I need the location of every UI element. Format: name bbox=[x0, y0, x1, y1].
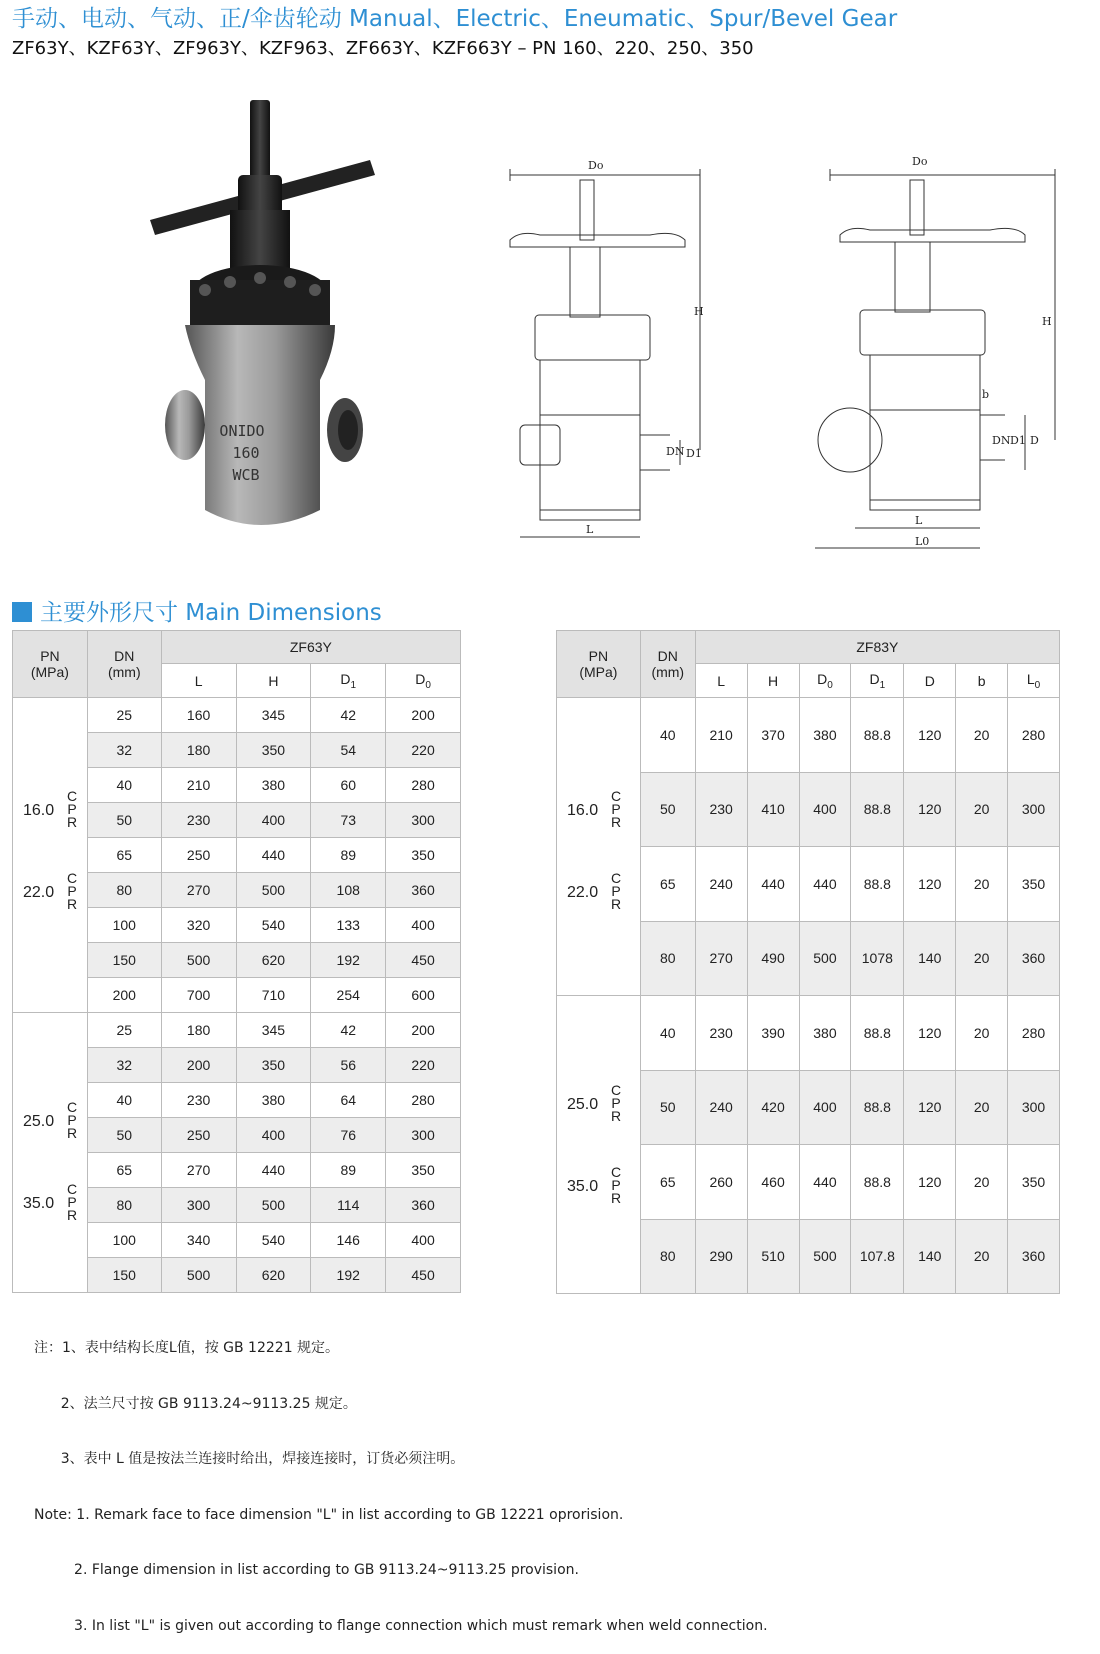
table-cell: 107.8 bbox=[851, 1219, 904, 1294]
table-cell: 20 bbox=[956, 847, 1008, 922]
table-cell: 380 bbox=[799, 698, 851, 773]
table-cell: 42 bbox=[311, 698, 386, 733]
note-line: 2、法兰尺寸按 GB 9113.24~9113.25 规定。 bbox=[34, 1395, 357, 1412]
table-cell: 50 bbox=[87, 1118, 161, 1153]
table-cell: 56 bbox=[311, 1048, 386, 1083]
table-cell: 100 bbox=[87, 908, 161, 943]
table-cell: 400 bbox=[236, 1118, 311, 1153]
pn-header: PN (MPa) bbox=[13, 631, 88, 698]
dim-label: D bbox=[1030, 434, 1039, 447]
table-cell: 120 bbox=[904, 1145, 956, 1220]
section-heading bbox=[12, 594, 382, 627]
table-cell: 220 bbox=[386, 1048, 461, 1083]
table-cell: 360 bbox=[1008, 1219, 1060, 1294]
table-cell: 230 bbox=[695, 996, 747, 1071]
table-cell: 510 bbox=[747, 1219, 799, 1294]
dim-label: DN bbox=[992, 434, 1011, 447]
table-cell: 320 bbox=[161, 908, 236, 943]
table-cell: 345 bbox=[236, 698, 311, 733]
table-cell: 280 bbox=[386, 1083, 461, 1118]
table-cell: 230 bbox=[161, 803, 236, 838]
table-cell: 360 bbox=[386, 1188, 461, 1223]
table-cell: 88.8 bbox=[851, 698, 904, 773]
page-title: 手动、电动、气动、正/伞齿轮动 Manual、Electric、Eneumatic、Spur/Bevel Gear bbox=[12, 6, 898, 32]
table-cell: 280 bbox=[1008, 996, 1060, 1071]
table-cell: 32 bbox=[87, 1048, 161, 1083]
column-header: $D_1$ bbox=[851, 664, 904, 698]
pn-suffix: C P R bbox=[66, 788, 78, 830]
table-cell: 300 bbox=[1008, 1070, 1060, 1145]
table-cell: 150 bbox=[87, 943, 161, 978]
table-cell: 270 bbox=[161, 1153, 236, 1188]
dim-label: D1 bbox=[686, 447, 702, 460]
pn-value: 16.0 bbox=[23, 802, 55, 819]
column-subscript: 1 bbox=[879, 679, 886, 691]
dim-label: L bbox=[586, 523, 594, 536]
table-cell: 450 bbox=[386, 1258, 461, 1293]
table-cell: 300 bbox=[161, 1188, 236, 1223]
table-cell: 620 bbox=[236, 1258, 311, 1293]
photo-marking: ONIDO bbox=[219, 422, 265, 440]
table-cell: 100 bbox=[87, 1223, 161, 1258]
table-cell: 120 bbox=[904, 698, 956, 773]
table-cell: 370 bbox=[747, 698, 799, 773]
table-cell: 64 bbox=[311, 1083, 386, 1118]
table-cell: 180 bbox=[161, 1013, 236, 1048]
table-cell: 160 bbox=[161, 698, 236, 733]
table-cell: 20 bbox=[956, 698, 1008, 773]
pn-value: 35.0 bbox=[23, 1195, 55, 1212]
table-row bbox=[13, 1013, 461, 1048]
table-cell: 20 bbox=[956, 1219, 1008, 1294]
column-subscript: 0 bbox=[1034, 679, 1041, 691]
table-cell: 200 bbox=[386, 698, 461, 733]
table-cell: 120 bbox=[904, 996, 956, 1071]
dim-label: L bbox=[915, 514, 923, 527]
table-cell: 88.8 bbox=[851, 847, 904, 922]
table-cell: 50 bbox=[87, 803, 161, 838]
table-cell: 140 bbox=[904, 921, 956, 996]
pn-cell bbox=[557, 698, 641, 996]
table-cell: 620 bbox=[236, 943, 311, 978]
pn-suffix: C P R bbox=[610, 1164, 622, 1206]
dim-label: DN bbox=[666, 445, 685, 458]
column-header: $D_1$ bbox=[311, 664, 386, 698]
table-cell: 220 bbox=[386, 733, 461, 768]
table-row bbox=[13, 698, 461, 733]
table-cell: 80 bbox=[640, 1219, 695, 1294]
note-line: 3、表中 L 值是按法兰连接时给出，焊接连接时，订货必须注明。 bbox=[34, 1451, 465, 1467]
table-cell: 600 bbox=[386, 978, 461, 1013]
table-cell: 290 bbox=[695, 1219, 747, 1294]
table-cell: 89 bbox=[311, 1153, 386, 1188]
table-cell: 120 bbox=[904, 847, 956, 922]
table-cell: 88.8 bbox=[851, 772, 904, 847]
table-cell: 400 bbox=[386, 1223, 461, 1258]
table-cell: 250 bbox=[161, 1118, 236, 1153]
pn-suffix: C P R bbox=[610, 870, 622, 912]
table-cell: 20 bbox=[956, 996, 1008, 1071]
table-cell: 490 bbox=[747, 921, 799, 996]
table-cell: 180 bbox=[161, 733, 236, 768]
table-cell: 440 bbox=[236, 838, 311, 873]
dim-label: L0 bbox=[915, 535, 930, 548]
pn-suffix: C P R bbox=[66, 870, 78, 912]
table-cell: 200 bbox=[386, 1013, 461, 1048]
pn-suffix: C P R bbox=[610, 1082, 622, 1124]
table-cell: 280 bbox=[386, 768, 461, 803]
column-header: D bbox=[904, 664, 956, 698]
table-row bbox=[557, 698, 1060, 773]
column-subscript: 1 bbox=[350, 679, 357, 691]
table-cell: 133 bbox=[311, 908, 386, 943]
table-cell: 300 bbox=[386, 803, 461, 838]
zf83y-dimension-table bbox=[556, 630, 1060, 1294]
table-cell: 350 bbox=[236, 1048, 311, 1083]
column-header: L bbox=[695, 664, 747, 698]
table-cell: 65 bbox=[87, 1153, 161, 1188]
table-cell: 240 bbox=[695, 847, 747, 922]
dim-label: Do bbox=[588, 159, 604, 172]
pn-value: 25.0 bbox=[23, 1113, 55, 1130]
dn-header: DN (mm) bbox=[87, 631, 161, 698]
dim-label: H bbox=[694, 305, 704, 318]
pn-value: 16.0 bbox=[567, 802, 599, 819]
model-header: ZF63Y bbox=[161, 631, 460, 664]
table-cell: 440 bbox=[747, 847, 799, 922]
table-cell: 540 bbox=[236, 908, 311, 943]
valve-drawing-handwheel bbox=[500, 155, 720, 550]
pn-cell bbox=[557, 996, 641, 1294]
table-cell: 120 bbox=[904, 1070, 956, 1145]
pn-header: PN (MPa) bbox=[557, 631, 641, 698]
table-cell: 350 bbox=[386, 838, 461, 873]
table-cell: 20 bbox=[956, 1145, 1008, 1220]
table-cell: 20 bbox=[956, 772, 1008, 847]
table-cell: 230 bbox=[695, 772, 747, 847]
table-cell: 500 bbox=[161, 943, 236, 978]
pn-suffix: C P R bbox=[610, 788, 622, 830]
table-cell: 65 bbox=[87, 838, 161, 873]
note-line: 3. In list "L" is given out according to flange connection which must remark when weld connection. bbox=[34, 1617, 768, 1634]
table-cell: 20 bbox=[956, 921, 1008, 996]
table-cell: 254 bbox=[311, 978, 386, 1013]
table-cell: 500 bbox=[161, 1258, 236, 1293]
table-cell: 54 bbox=[311, 733, 386, 768]
table-cell: 340 bbox=[161, 1223, 236, 1258]
table-cell: 73 bbox=[311, 803, 386, 838]
table-cell: 350 bbox=[1008, 847, 1060, 922]
table-cell: 350 bbox=[236, 733, 311, 768]
table-cell: 88.8 bbox=[851, 1070, 904, 1145]
table-cell: 350 bbox=[386, 1153, 461, 1188]
table-cell: 360 bbox=[386, 873, 461, 908]
table-cell: 400 bbox=[236, 803, 311, 838]
column-header: b bbox=[956, 664, 1008, 698]
table-cell: 32 bbox=[87, 733, 161, 768]
pn-cell bbox=[13, 1013, 88, 1293]
table-cell: 400 bbox=[799, 772, 851, 847]
table-cell: 120 bbox=[904, 772, 956, 847]
table-cell: 400 bbox=[386, 908, 461, 943]
pn-value: 22.0 bbox=[567, 884, 599, 901]
table-cell: 150 bbox=[87, 1258, 161, 1293]
table-cell: 390 bbox=[747, 996, 799, 1071]
table-cell: 250 bbox=[161, 838, 236, 873]
table-cell: 210 bbox=[161, 768, 236, 803]
table-cell: 300 bbox=[386, 1118, 461, 1153]
table-cell: 350 bbox=[1008, 1145, 1060, 1220]
note-line: Note: 1. Remark face to face dimension "L" in list according to GB 12221 oprorision. bbox=[34, 1506, 624, 1523]
table-cell: 380 bbox=[236, 768, 311, 803]
table-cell: 300 bbox=[1008, 772, 1060, 847]
table-cell: 270 bbox=[695, 921, 747, 996]
table-cell: 192 bbox=[311, 1258, 386, 1293]
model-list: ZF63Y、KZF63Y、ZF963Y、KZF963、ZF663Y、KZF663Y – PN 160、220、250、350 bbox=[12, 38, 754, 59]
table-cell: 500 bbox=[236, 1188, 311, 1223]
table-cell: 360 bbox=[1008, 921, 1060, 996]
table-cell: 260 bbox=[695, 1145, 747, 1220]
table-cell: 345 bbox=[236, 1013, 311, 1048]
table-cell: 192 bbox=[311, 943, 386, 978]
model-header: ZF83Y bbox=[695, 631, 1059, 664]
table-cell: 380 bbox=[236, 1083, 311, 1118]
table-cell: 40 bbox=[87, 1083, 161, 1118]
table-cell: 200 bbox=[161, 1048, 236, 1083]
column-subscript: 0 bbox=[425, 679, 431, 691]
table-cell: 700 bbox=[161, 978, 236, 1013]
table-cell: 40 bbox=[640, 698, 695, 773]
pn-cell bbox=[13, 698, 88, 1013]
table-cell: 460 bbox=[747, 1145, 799, 1220]
pn-value: 35.0 bbox=[567, 1178, 599, 1195]
dim-label: Do bbox=[912, 155, 928, 168]
column-header: $D_0$ bbox=[386, 664, 461, 698]
table-cell: 76 bbox=[311, 1118, 386, 1153]
note-line: 2. Flange dimension in list according to GB 9113.24~9113.25 provision. bbox=[34, 1562, 579, 1578]
table-cell: 25 bbox=[87, 1013, 161, 1048]
table-cell: 500 bbox=[236, 873, 311, 908]
table-cell: 440 bbox=[236, 1153, 311, 1188]
table-row bbox=[557, 996, 1060, 1071]
table-cell: 540 bbox=[236, 1223, 311, 1258]
pn-value: 22.0 bbox=[23, 884, 55, 901]
table-cell: 108 bbox=[311, 873, 386, 908]
dim-label: b bbox=[982, 388, 990, 401]
column-subscript: 0 bbox=[827, 679, 833, 691]
table-cell: 440 bbox=[799, 1145, 851, 1220]
notes bbox=[34, 1302, 768, 1654]
table-cell: 280 bbox=[1008, 698, 1060, 773]
table-cell: 500 bbox=[799, 921, 851, 996]
table-cell: 25 bbox=[87, 698, 161, 733]
table-cell: 88.8 bbox=[851, 996, 904, 1071]
table-cell: 114 bbox=[311, 1188, 386, 1223]
table-cell: 500 bbox=[799, 1219, 851, 1294]
pn-suffix: C P R bbox=[66, 1099, 78, 1141]
note-line: 注：1、表中结构长度L值，按 GB 12221 规定。 bbox=[34, 1340, 340, 1356]
dim-label: D1 bbox=[1010, 434, 1026, 447]
table-cell: 410 bbox=[747, 772, 799, 847]
table-cell: 450 bbox=[386, 943, 461, 978]
table-cell: 440 bbox=[799, 847, 851, 922]
table-cell: 146 bbox=[311, 1223, 386, 1258]
table-cell: 50 bbox=[640, 1070, 695, 1145]
column-header: $D_0$ bbox=[799, 664, 851, 698]
table-cell: 50 bbox=[640, 772, 695, 847]
table-cell: 80 bbox=[640, 921, 695, 996]
dn-header: DN (mm) bbox=[640, 631, 695, 698]
table-cell: 710 bbox=[236, 978, 311, 1013]
table-cell: 420 bbox=[747, 1070, 799, 1145]
table-cell: 88.8 bbox=[851, 1145, 904, 1220]
table-cell: 40 bbox=[87, 768, 161, 803]
table-cell: 210 bbox=[695, 698, 747, 773]
photo-marking: WCB bbox=[232, 466, 260, 484]
table-cell: 65 bbox=[640, 1145, 695, 1220]
table-cell: 240 bbox=[695, 1070, 747, 1145]
valve-photo bbox=[150, 100, 390, 540]
table-cell: 140 bbox=[904, 1219, 956, 1294]
dim-label: H bbox=[1042, 315, 1052, 328]
table-cell: 65 bbox=[640, 847, 695, 922]
table-cell: 60 bbox=[311, 768, 386, 803]
section-heading-text: 主要外形尺寸 Main Dimensions bbox=[40, 600, 382, 626]
pn-suffix: C P R bbox=[66, 1181, 78, 1223]
table-cell: 200 bbox=[87, 978, 161, 1013]
section-marker bbox=[12, 602, 32, 622]
table-cell: 80 bbox=[87, 1188, 161, 1223]
valve-drawing-gear bbox=[810, 150, 1070, 555]
table-cell: 20 bbox=[956, 1070, 1008, 1145]
table-cell: 400 bbox=[799, 1070, 851, 1145]
column-header: L bbox=[161, 664, 236, 698]
photo-marking: 160 bbox=[232, 444, 260, 462]
column-header: H bbox=[236, 664, 311, 698]
column-header: $L_0$ bbox=[1008, 664, 1060, 698]
table-cell: 89 bbox=[311, 838, 386, 873]
column-header: H bbox=[747, 664, 799, 698]
table-cell: 40 bbox=[640, 996, 695, 1071]
table-cell: 1078 bbox=[851, 921, 904, 996]
table-cell: 380 bbox=[799, 996, 851, 1071]
pn-value: 25.0 bbox=[567, 1096, 599, 1113]
table-cell: 80 bbox=[87, 873, 161, 908]
zf63y-dimension-table bbox=[12, 630, 461, 1293]
table-cell: 42 bbox=[311, 1013, 386, 1048]
table-cell: 230 bbox=[161, 1083, 236, 1118]
table-cell: 270 bbox=[161, 873, 236, 908]
